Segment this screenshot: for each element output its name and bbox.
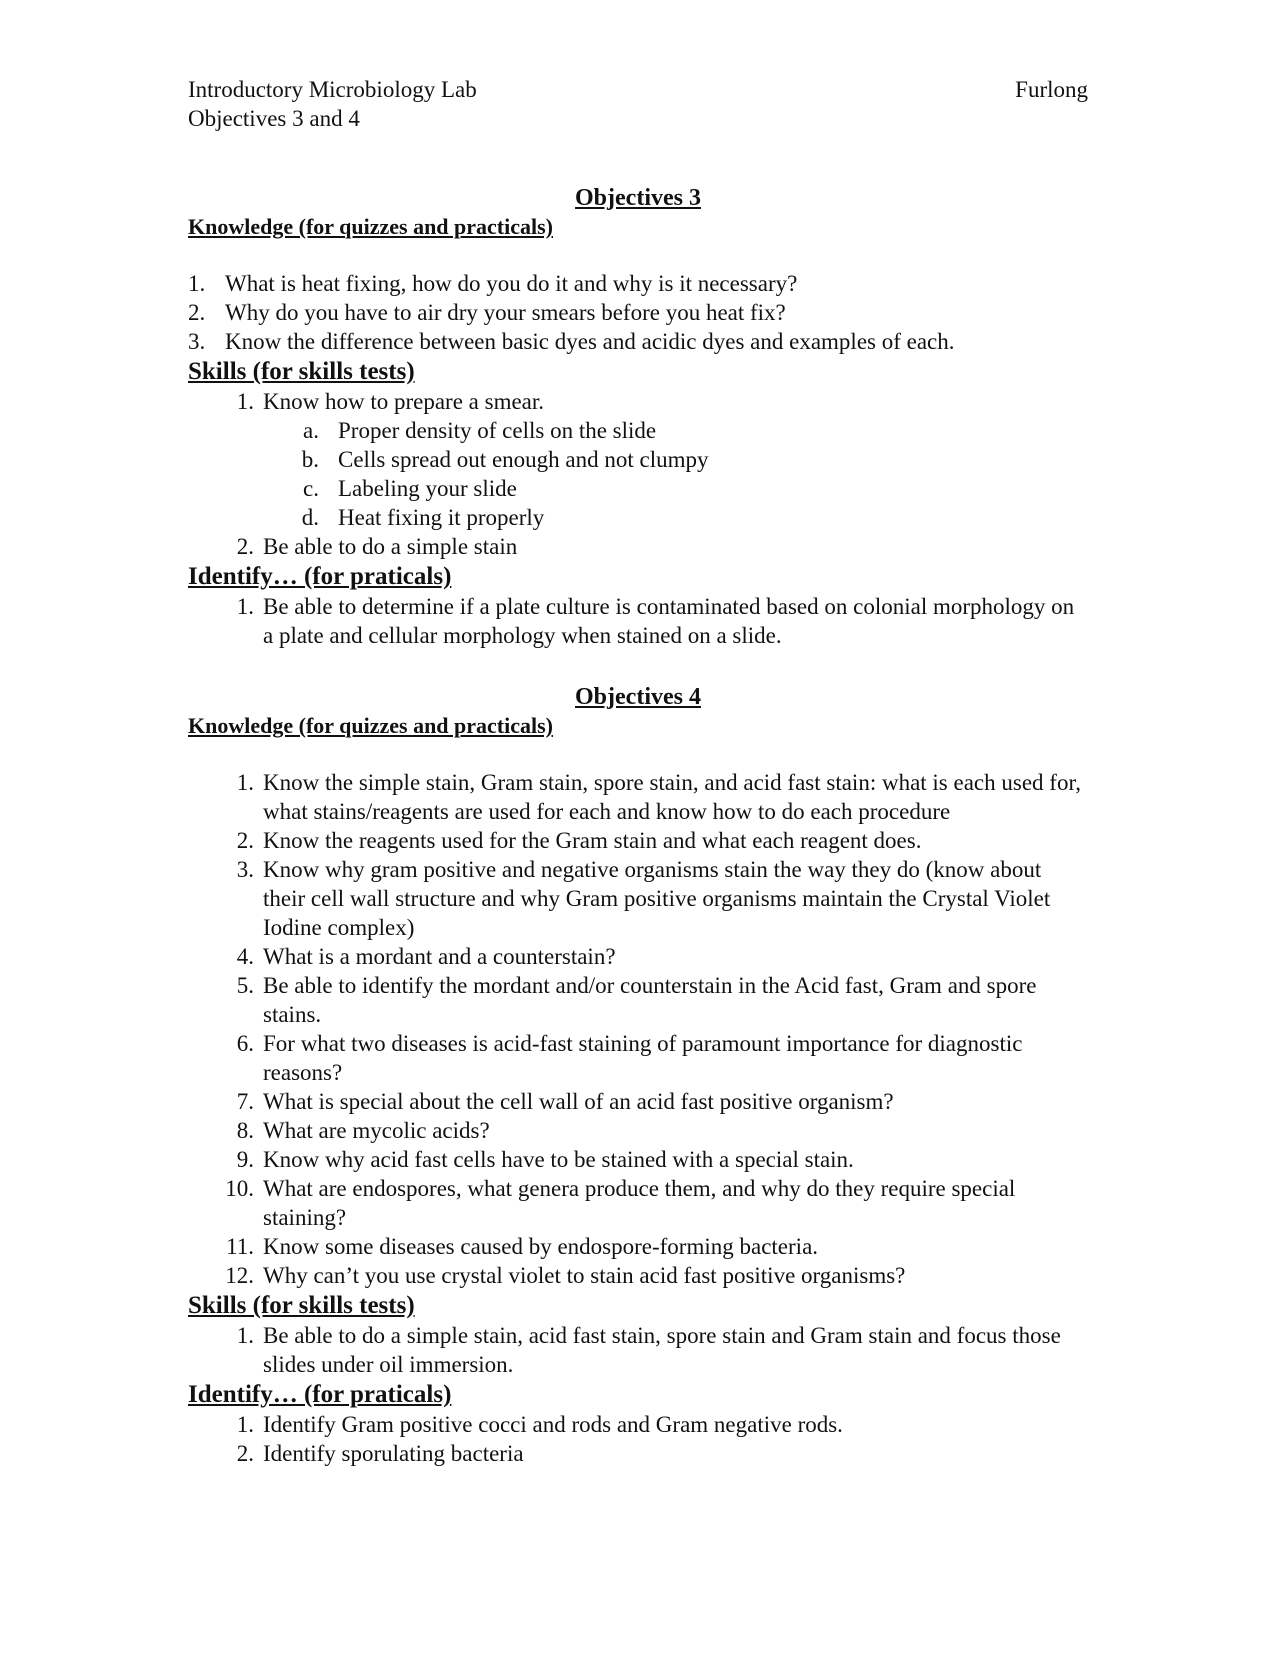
- sub-list-item: [188, 474, 1088, 503]
- item-number: 2.: [236, 534, 254, 559]
- list-item: [188, 826, 1088, 855]
- sub-item-text: Cells spread out enough and not clumpy: [338, 447, 709, 472]
- list-item: [188, 592, 1088, 650]
- item-number: 1.: [236, 770, 254, 795]
- item-number: 2.: [188, 300, 206, 325]
- objectives-3-skills-list: [188, 387, 1088, 561]
- list-item: [188, 298, 1088, 327]
- item-number: 3.: [236, 857, 254, 882]
- list-item: [188, 1439, 1088, 1468]
- sub-item-text: Heat fixing it properly: [338, 505, 545, 530]
- item-text: Know how to prepare a smear.: [263, 389, 545, 414]
- objectives-3-identify-heading: Identify… (for praticals): [188, 563, 452, 590]
- item-text: Why can’t you use crystal violet to stain acid fast positive organisms?: [263, 1263, 906, 1288]
- sub-item-text: Proper density of cells on the slide: [338, 418, 657, 443]
- item-number: 12.: [225, 1263, 254, 1288]
- objectives-4-skills-heading: Skills (for skills tests): [188, 1292, 415, 1319]
- item-text: Be able to determine if a plate culture is contaminated based on colonial morphology on a plate and cellular morphology when stained on a slide.: [263, 594, 1075, 648]
- item-number: 2.: [236, 828, 254, 853]
- item-number: 1.: [236, 1412, 254, 1437]
- list-item: [188, 1116, 1088, 1145]
- objectives-4-identify-list: [188, 1410, 1088, 1468]
- objectives-4-title: Objectives 4: [575, 684, 701, 710]
- list-item: [188, 1410, 1088, 1439]
- list-item: [188, 269, 1088, 298]
- item-text: What is a mordant and a counterstain?: [263, 944, 616, 969]
- item-number: 3.: [188, 329, 206, 354]
- item-text: For what two diseases is acid-fast staining of paramount importance for diagnostic reasons?: [263, 1031, 1023, 1085]
- list-item: [188, 1087, 1088, 1116]
- sub-item-letter: a.: [303, 418, 319, 443]
- item-text: Know the difference between basic dyes and acidic dyes and examples of each.: [225, 329, 955, 354]
- list-item: [188, 1145, 1088, 1174]
- list-item: [188, 1174, 1088, 1232]
- item-text: Know the reagents used for the Gram stain and what each reagent does.: [263, 828, 922, 853]
- item-text: What is heat fixing, how do you do it and why is it necessary?: [225, 271, 798, 296]
- list-item: [188, 327, 1088, 356]
- item-text: What are mycolic acids?: [263, 1118, 490, 1143]
- list-item: [188, 1261, 1088, 1290]
- sub-item-letter: c.: [303, 476, 319, 501]
- item-number: 1.: [188, 271, 206, 296]
- list-item: [188, 1232, 1088, 1261]
- list-item: [188, 1321, 1088, 1379]
- item-text: Why do you have to air dry your smears before you heat fix?: [225, 300, 786, 325]
- item-number: 1.: [236, 594, 254, 619]
- item-number: 1.: [236, 389, 254, 414]
- item-number: 6.: [236, 1031, 254, 1056]
- list-item: [188, 768, 1088, 826]
- sub-list-item: [188, 416, 1088, 445]
- item-number: 2.: [236, 1441, 254, 1466]
- sub-list-item: [188, 445, 1088, 474]
- item-text: Identify Gram positive cocci and rods and Gram negative rods.: [263, 1412, 843, 1437]
- item-text: Be able to identify the mordant and/or counterstain in the Acid fast, Gram and spore stains.: [263, 973, 1037, 1027]
- smear-sublist: [263, 416, 1088, 532]
- item-text: Know why gram positive and negative organisms stain the way they do (know about their cell wall structure and why Gram positive organisms maintain the Crystal Violet Iodine complex): [263, 857, 1051, 940]
- objectives-3-knowledge-list: [188, 269, 1088, 356]
- item-text: Know why acid fast cells have to be stained with a special stain.: [263, 1147, 854, 1172]
- sub-list-item: [188, 503, 1088, 532]
- item-text: Be able to do a simple stain: [263, 534, 518, 559]
- item-number: 4.: [236, 944, 254, 969]
- objectives-3-identify-list: [188, 592, 1088, 650]
- item-number: 9.: [236, 1147, 254, 1172]
- item-text: Know the simple stain, Gram stain, spore stain, and acid fast stain: what is each used for, what stains/reagents are used for each and know how to do each procedure: [263, 770, 1081, 824]
- list-item: [188, 855, 1088, 942]
- item-number: 8.: [236, 1118, 254, 1143]
- list-item: [188, 942, 1088, 971]
- document-page: [188, 75, 1088, 1468]
- objectives-3-title: Objectives 3: [575, 185, 701, 211]
- author-name: Furlong: [1015, 77, 1088, 102]
- item-number: 1.: [236, 1323, 254, 1348]
- header-subtitle: Objectives 3 and 4: [188, 106, 360, 131]
- list-item: [188, 1029, 1088, 1087]
- item-number: 5.: [236, 973, 254, 998]
- item-number: 7.: [236, 1089, 254, 1114]
- sub-item-text: Labeling your slide: [338, 476, 517, 501]
- objectives-3-skills-heading: Skills (for skills tests): [188, 358, 415, 385]
- item-number: 10.: [225, 1176, 254, 1201]
- item-text: What is special about the cell wall of an acid fast positive organism?: [263, 1089, 894, 1114]
- course-title: Introductory Microbiology Lab: [188, 77, 477, 102]
- item-text: Know some diseases caused by endospore-forming bacteria.: [263, 1234, 819, 1259]
- item-number: 11.: [226, 1234, 254, 1259]
- item-text: Be able to do a simple stain, acid fast stain, spore stain and Gram stain and focus those slides under oil immersion.: [263, 1323, 1061, 1377]
- item-text: What are endospores, what genera produce them, and why do they require special staining?: [263, 1176, 1016, 1230]
- objectives-4-skills-list: [188, 1321, 1088, 1379]
- item-text: Identify sporulating bacteria: [263, 1441, 524, 1466]
- sub-item-letter: b.: [301, 447, 319, 472]
- sub-item-letter: d.: [301, 505, 319, 530]
- objectives-4-knowledge-heading: Knowledge (for quizzes and practicals): [188, 713, 554, 738]
- list-item: [188, 532, 1088, 561]
- header-row: [188, 75, 1088, 104]
- list-item: [188, 387, 1088, 532]
- objectives-4-knowledge-list: [188, 768, 1088, 1290]
- objectives-4-identify-heading: Identify… (for praticals): [188, 1381, 452, 1408]
- objectives-3-knowledge-heading: Knowledge (for quizzes and practicals): [188, 214, 554, 239]
- list-item: [188, 971, 1088, 1029]
